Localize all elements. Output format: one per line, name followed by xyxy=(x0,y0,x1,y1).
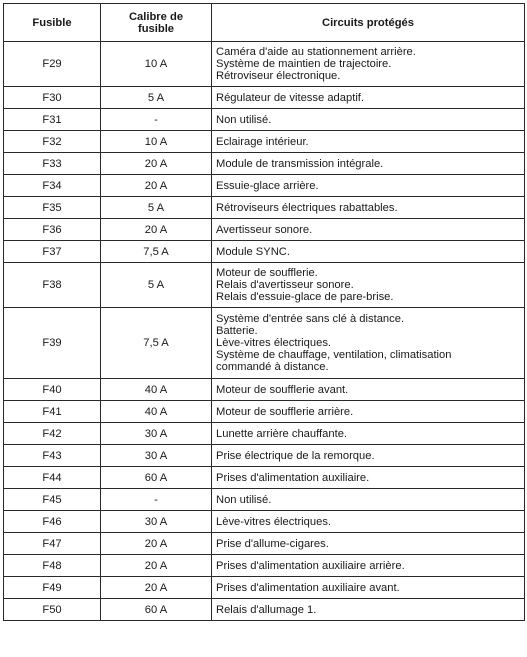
fuse-number: F35 xyxy=(4,197,101,219)
protected-circuits xyxy=(212,445,525,467)
table-row xyxy=(4,109,525,131)
fuse-number: F50 xyxy=(4,599,101,621)
circuit-line: Non utilisé. xyxy=(216,493,272,506)
fuse-number: F47 xyxy=(4,533,101,555)
table-row xyxy=(4,423,525,445)
protected-circuits xyxy=(212,308,525,379)
table-row xyxy=(4,153,525,175)
fuse-rating: 60 A xyxy=(101,467,212,489)
fuse-rating: 10 A xyxy=(101,131,212,153)
header-row xyxy=(4,4,525,42)
fuse-rating: 40 A xyxy=(101,379,212,401)
fuse-number: F42 xyxy=(4,423,101,445)
fuse-rating: 20 A xyxy=(101,555,212,577)
fuse-number: F31 xyxy=(4,109,101,131)
circuit-line: Rétroviseurs électriques rabattables. xyxy=(216,201,398,214)
fuse-rating: 7,5 A xyxy=(101,308,212,379)
protected-circuits xyxy=(212,555,525,577)
circuit-line: Prise électrique de la remorque. xyxy=(216,449,375,462)
table-row xyxy=(4,401,525,423)
table-row xyxy=(4,577,525,599)
protected-circuits xyxy=(212,87,525,109)
header-fuse: Fusible xyxy=(4,4,101,42)
circuit-line: Caméra d'aide au stationnement arrière. xyxy=(216,46,416,58)
circuit-line: Lève-vitres électriques. xyxy=(216,515,332,528)
fuse-rating: 5 A xyxy=(101,263,212,308)
protected-circuits xyxy=(212,109,525,131)
fuse-rating: 10 A xyxy=(101,42,212,87)
fuse-number: F36 xyxy=(4,219,101,241)
fuse-rating: 20 A xyxy=(101,219,212,241)
fuse-number: F29 xyxy=(4,42,101,87)
circuit-line: Système de chauffage, ventilation, climatisation xyxy=(216,349,452,361)
table-row xyxy=(4,308,525,379)
fuse-rating: 5 A xyxy=(101,87,212,109)
circuit-line: Prises d'alimentation auxiliaire. xyxy=(216,471,370,484)
circuit-line: commandé à distance. xyxy=(216,361,329,373)
circuit-line: Moteur de soufflerie. xyxy=(216,267,318,279)
protected-circuits xyxy=(212,175,525,197)
protected-circuits xyxy=(212,533,525,555)
protected-circuits xyxy=(212,197,525,219)
protected-circuits xyxy=(212,401,525,423)
protected-circuits xyxy=(212,131,525,153)
circuit-line: Non utilisé. xyxy=(216,113,272,126)
table-row xyxy=(4,511,525,533)
table-row xyxy=(4,197,525,219)
protected-circuits xyxy=(212,379,525,401)
circuit-line: Batterie. xyxy=(216,325,258,337)
fuse-number: F41 xyxy=(4,401,101,423)
table-header xyxy=(4,4,525,42)
fuse-table xyxy=(3,3,525,621)
fuse-number: F48 xyxy=(4,555,101,577)
fuse-number: F40 xyxy=(4,379,101,401)
table-row xyxy=(4,379,525,401)
protected-circuits xyxy=(212,153,525,175)
fuse-number: F44 xyxy=(4,467,101,489)
circuit-line: Module de transmission intégrale. xyxy=(216,157,384,170)
circuit-line: Lève-vitres électriques. xyxy=(216,337,332,349)
circuit-line: Module SYNC. xyxy=(216,245,290,258)
protected-circuits xyxy=(212,577,525,599)
table-row xyxy=(4,175,525,197)
fuse-number: F33 xyxy=(4,153,101,175)
circuit-line: Lunette arrière chauffante. xyxy=(216,427,348,440)
circuit-line: Moteur de soufflerie avant. xyxy=(216,383,349,396)
protected-circuits xyxy=(212,511,525,533)
fuse-number: F46 xyxy=(4,511,101,533)
circuit-line: Prises d'alimentation auxiliaire avant. xyxy=(216,581,400,594)
fuse-rating: 30 A xyxy=(101,423,212,445)
circuit-line: Relais d'allumage 1. xyxy=(216,603,317,616)
protected-circuits xyxy=(212,599,525,621)
protected-circuits xyxy=(212,241,525,263)
table-row xyxy=(4,555,525,577)
table-row xyxy=(4,263,525,308)
fuse-number: F49 xyxy=(4,577,101,599)
table-row xyxy=(4,241,525,263)
fuse-number: F39 xyxy=(4,308,101,379)
table-row xyxy=(4,599,525,621)
protected-circuits xyxy=(212,489,525,511)
fuse-number: F34 xyxy=(4,175,101,197)
fuse-rating: 60 A xyxy=(101,599,212,621)
header-rating xyxy=(101,4,212,42)
table-row xyxy=(4,489,525,511)
fuse-number: F37 xyxy=(4,241,101,263)
fuse-rating: 20 A xyxy=(101,175,212,197)
table-body xyxy=(4,42,525,621)
circuit-line: Système de maintien de trajectoire. xyxy=(216,58,392,70)
table-row xyxy=(4,131,525,153)
protected-circuits xyxy=(212,263,525,308)
header-rating-line-2: fusible xyxy=(137,22,175,35)
fuse-rating: 30 A xyxy=(101,445,212,467)
table-row xyxy=(4,42,525,87)
table-row xyxy=(4,533,525,555)
circuit-line: Rétroviseur électronique. xyxy=(216,70,341,82)
header-rating-line-1: Calibre de xyxy=(128,10,184,23)
fuse-number: F30 xyxy=(4,87,101,109)
fuse-rating: 20 A xyxy=(101,153,212,175)
table-row xyxy=(4,445,525,467)
fuse-rating: - xyxy=(101,109,212,131)
fuse-number: F38 xyxy=(4,263,101,308)
protected-circuits xyxy=(212,42,525,87)
protected-circuits xyxy=(212,467,525,489)
circuit-line: Relais d'avertisseur sonore. xyxy=(216,279,354,291)
fuse-rating: 7,5 A xyxy=(101,241,212,263)
circuit-line: Eclairage intérieur. xyxy=(216,135,309,148)
header-circuits: Circuits protégés xyxy=(212,4,525,42)
circuit-line: Régulateur de vitesse adaptif. xyxy=(216,91,365,104)
fuse-number: F32 xyxy=(4,131,101,153)
fuse-rating: 40 A xyxy=(101,401,212,423)
table-row xyxy=(4,87,525,109)
table-row xyxy=(4,219,525,241)
circuit-line: Prise d'allume-cigares. xyxy=(216,537,329,550)
circuit-line: Avertisseur sonore. xyxy=(216,223,313,236)
fuse-rating: 5 A xyxy=(101,197,212,219)
fuse-number: F45 xyxy=(4,489,101,511)
fuse-rating: 20 A xyxy=(101,577,212,599)
protected-circuits xyxy=(212,219,525,241)
fuse-rating: - xyxy=(101,489,212,511)
fuse-rating: 30 A xyxy=(101,511,212,533)
circuit-line: Essuie-glace arrière. xyxy=(216,179,319,192)
fuse-rating: 20 A xyxy=(101,533,212,555)
circuit-line: Relais d'essuie-glace de pare-brise. xyxy=(216,291,394,303)
circuit-line: Système d'entrée sans clé à distance. xyxy=(216,313,405,325)
circuit-line: Prises d'alimentation auxiliaire arrière. xyxy=(216,559,405,572)
fuse-number: F43 xyxy=(4,445,101,467)
circuit-line: Moteur de soufflerie arrière. xyxy=(216,405,354,418)
protected-circuits xyxy=(212,423,525,445)
table-row xyxy=(4,467,525,489)
